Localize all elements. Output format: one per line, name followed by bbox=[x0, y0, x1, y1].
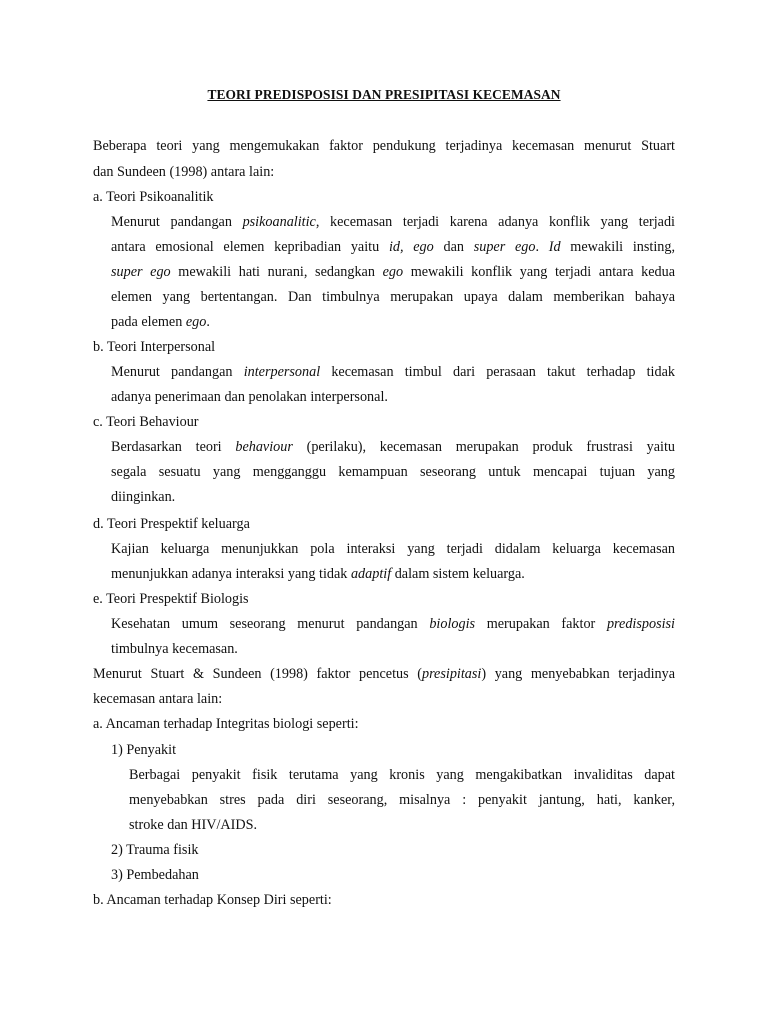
italic-term: interpersonal bbox=[243, 364, 321, 380]
text-segment: kecemasan timbul dari perasaan takut terhadap tidak bbox=[320, 364, 675, 380]
text-line bbox=[111, 438, 675, 456]
text-segment: a. Ancaman terhadap Integritas biologi seperti: bbox=[93, 716, 359, 732]
text-line bbox=[129, 816, 675, 834]
text-segment: menyebabkan stres pada diri seseorang, misalnya : penyakit jantung, hati, kanker, bbox=[129, 792, 675, 808]
text-segment: . bbox=[535, 239, 549, 255]
italic-term: predisposisi bbox=[606, 616, 675, 632]
italic-term: ego bbox=[185, 314, 207, 330]
text-line bbox=[111, 565, 675, 583]
text-segment: menunjukkan adanya interaksi yang tidak bbox=[111, 566, 351, 582]
text-line bbox=[111, 263, 675, 281]
text-segment: c. Teori Behaviour bbox=[93, 414, 199, 430]
text-segment: Menurut pandangan bbox=[111, 214, 243, 230]
text-segment: merupakan faktor bbox=[475, 616, 607, 632]
text-line bbox=[111, 841, 675, 859]
italic-term: super ego bbox=[111, 264, 171, 280]
text-line bbox=[111, 488, 675, 506]
italic-term: psikoanalitic bbox=[242, 214, 316, 230]
text-segment: timbulnya kecemasan. bbox=[111, 641, 238, 657]
italic-term: presipitasi bbox=[421, 666, 482, 682]
text-line bbox=[111, 540, 675, 558]
text-segment: 3) Pembedahan bbox=[111, 867, 199, 883]
text-segment: (perilaku), kecemasan merupakan produk frustrasi yaitu bbox=[292, 439, 675, 455]
text-segment: . bbox=[206, 314, 210, 330]
text-segment: 2) Trauma fisik bbox=[111, 842, 199, 858]
text-segment: mewakili konflik yang terjadi antara kedua bbox=[403, 264, 676, 280]
text-segment: Berbagai penyakit fisik terutama yang kronis yang mengakibatkan invaliditas dapat bbox=[129, 767, 675, 783]
text-segment: Kesehatan umum seseorang menurut pandangan bbox=[111, 616, 430, 632]
text-segment: mewakili hati nurani, sedangkan bbox=[170, 264, 383, 280]
text-line bbox=[93, 715, 675, 733]
text-segment: adanya penerimaan dan penolakan interpersonal. bbox=[111, 389, 388, 405]
text-segment: stroke dan HIV/AIDS. bbox=[129, 817, 258, 833]
text-line bbox=[111, 866, 675, 884]
document-title: TEORI PREDISPOSISI DAN PRESIPITASI KECEMASAN bbox=[207, 87, 561, 102]
text-segment: d. Teori Prespektif keluarga bbox=[93, 516, 250, 532]
text-line bbox=[111, 640, 675, 658]
italic-term: adaptif bbox=[350, 566, 392, 582]
italic-term: super ego bbox=[473, 239, 536, 255]
text-segment: a. Teori Psikoanalitik bbox=[93, 189, 214, 205]
text-segment: Beberapa teori yang mengemukakan faktor pendukung terjadinya kecemasan menurut Stuart bbox=[93, 138, 675, 154]
italic-term: id, ego bbox=[388, 239, 434, 255]
text-line bbox=[111, 213, 675, 231]
italic-term: behaviour bbox=[235, 439, 293, 455]
text-segment: Berdasarkan teori bbox=[111, 439, 236, 455]
text-segment: dan Sundeen (1998) antara lain: bbox=[93, 164, 275, 180]
text-line bbox=[93, 188, 675, 206]
text-segment: e. Teori Prespektif Biologis bbox=[93, 591, 249, 607]
italic-term: biologis bbox=[429, 616, 476, 632]
text-segment: Kajian keluarga menunjukkan pola interaksi yang terjadi didalam keluarga kecemasan bbox=[111, 541, 675, 557]
text-segment: elemen yang bertentangan. Dan timbulnya merupakan upaya dalam memberikan bahaya bbox=[111, 289, 675, 305]
italic-term: Id bbox=[548, 239, 561, 255]
text-line bbox=[111, 363, 675, 381]
text-line bbox=[111, 288, 675, 306]
text-line bbox=[93, 515, 675, 533]
text-segment: antara emosional elemen kepribadian yaitu bbox=[111, 239, 389, 255]
text-line bbox=[93, 690, 675, 708]
text-line bbox=[93, 891, 675, 909]
text-line bbox=[93, 413, 675, 431]
text-segment: pada elemen bbox=[111, 314, 186, 330]
text-line bbox=[111, 463, 675, 481]
text-line bbox=[93, 590, 675, 608]
text-segment: 1) Penyakit bbox=[111, 742, 177, 758]
text-segment: ) yang menyebabkan terjadinya bbox=[481, 666, 675, 682]
text-line bbox=[129, 791, 675, 809]
text-line bbox=[111, 741, 675, 759]
text-segment: kecemasan antara lain: bbox=[93, 691, 223, 707]
text-line bbox=[111, 238, 675, 256]
text-line bbox=[93, 665, 675, 683]
text-line bbox=[93, 137, 675, 155]
text-line bbox=[93, 338, 675, 356]
text-segment: dan bbox=[433, 239, 474, 255]
text-segment: diinginkan. bbox=[111, 489, 176, 505]
text-line bbox=[111, 313, 675, 331]
text-segment: Menurut pandangan bbox=[111, 364, 244, 380]
text-segment: b. Teori Interpersonal bbox=[93, 339, 216, 355]
text-segment: b. Ancaman terhadap Konsep Diri seperti: bbox=[93, 892, 332, 908]
text-line bbox=[111, 388, 675, 406]
text-segment: dalam sistem keluarga. bbox=[391, 566, 525, 582]
text-segment: mewakili insting, bbox=[560, 239, 675, 255]
text-line bbox=[93, 163, 675, 181]
text-segment: segala sesuatu yang mengganggu kemampuan seseorang untuk mencapai tujuan yang bbox=[111, 464, 675, 480]
text-segment: , kecemasan terjadi karena adanya konflik yang terjadi bbox=[315, 214, 675, 230]
italic-term: ego bbox=[382, 264, 404, 280]
text-segment: Menurut Stuart & Sundeen (1998) faktor pencetus ( bbox=[93, 666, 422, 682]
text-line bbox=[129, 766, 675, 784]
text-line bbox=[111, 615, 675, 633]
